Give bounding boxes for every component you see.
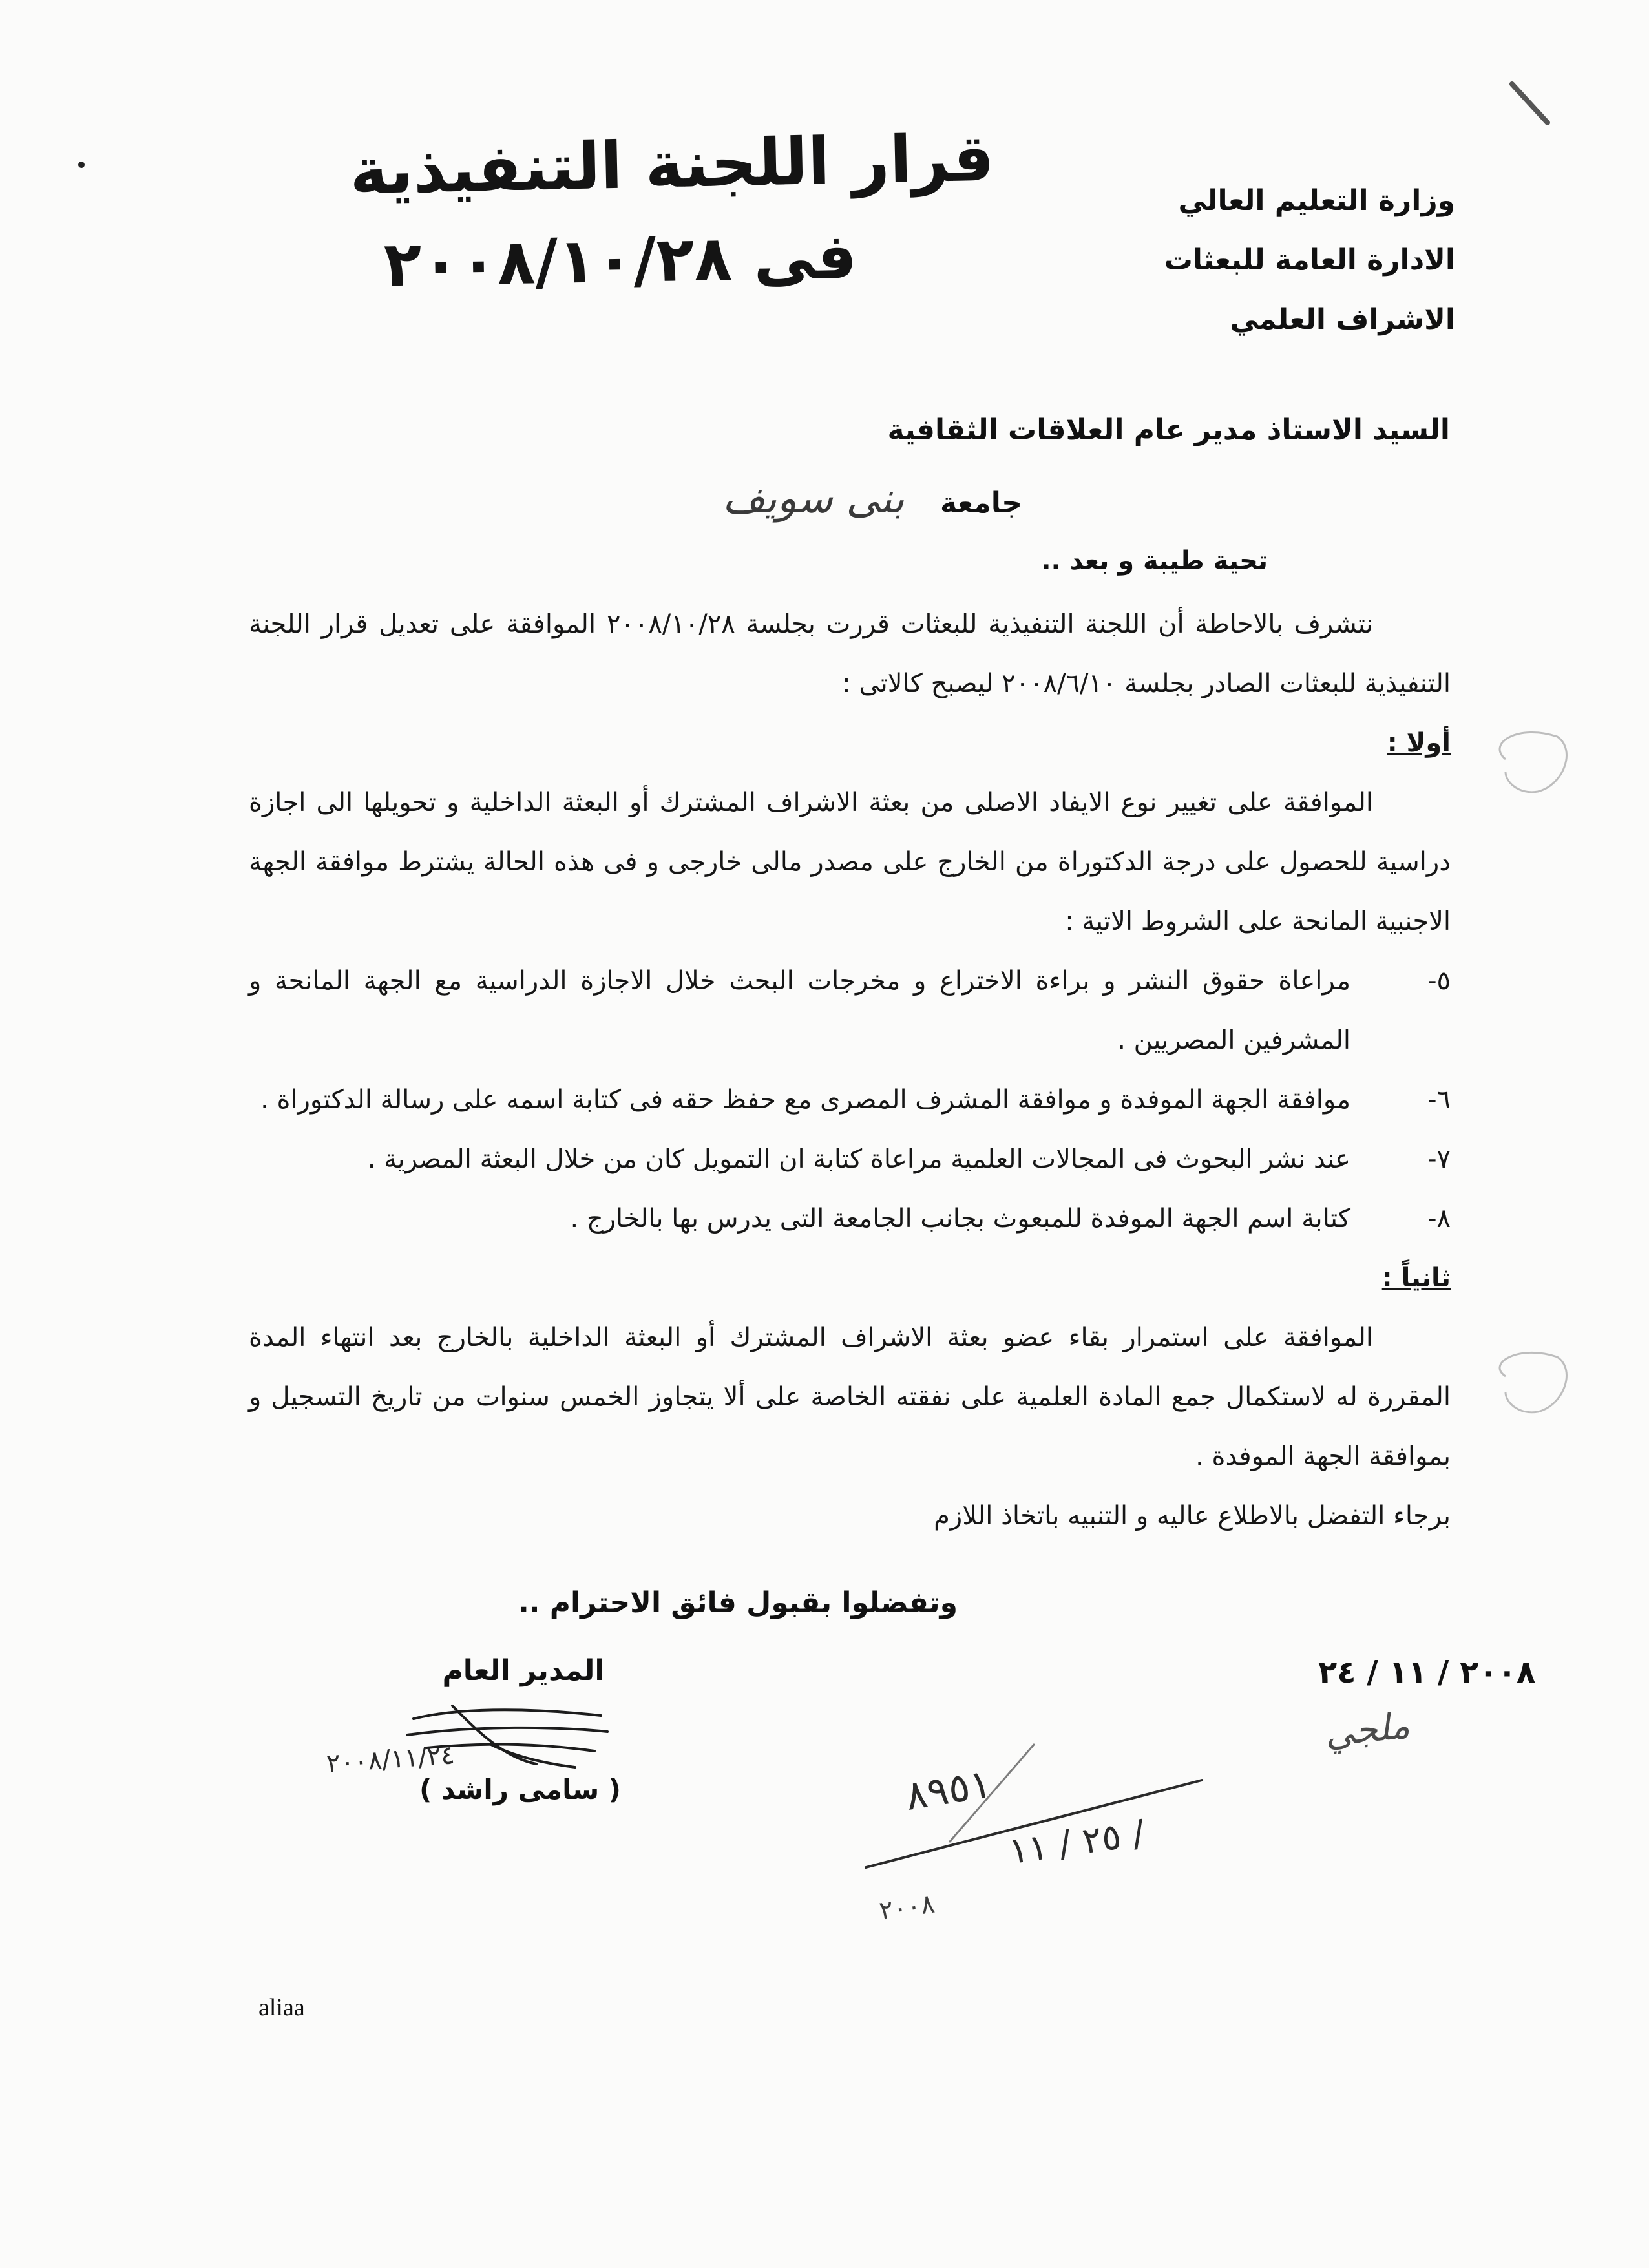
typist-initials: aliaa (258, 1994, 305, 2021)
first-paragraph: الموافقة على تغيير نوع الايفاد الاصلى من بعثة الاشراف المشترك أو البعثة الداخلية و تحويلها الى اجازة دراسية للحصول على درجة الدكتوراة من الخارج على مصدر مالى خارجى و فى هذه الحالة يشترط موافقة الجهة الاجنبية المانحة على الشروط الاتية : (249, 788, 1451, 936)
ink-dot-icon (78, 162, 85, 168)
condition-item (249, 1070, 1451, 1129)
second-paragraph: الموافقة على استمرار بقاء عضو بعثة الاشراف المشترك أو البعثة الداخلية بالخارج بعد انتهاء المدة المقررة له لاستكمال جمع المادة العلمية على نفقته الخاصة على ألا يتجاوز الخمس سنوات من تاريخ التسجيل و بموافقة الجهة الموفدة . (249, 1323, 1451, 1471)
staple-mark-icon (1512, 84, 1548, 123)
condition-item (249, 951, 1451, 1070)
second-heading: ثانياً : (1381, 1263, 1451, 1293)
signature-date: ٢٠٠٨/١١/٢٤ (325, 1740, 456, 1779)
registration-year: ٢٠٠٨ (877, 1889, 937, 1927)
condition-text: كتابة اسم الجهة الموفدة للمبعوث بجانب الجامعة التى يدرس بها بالخارج . (570, 1204, 1350, 1234)
university-name-handwritten: بنى سويف (722, 475, 905, 523)
handwritten-initial: ملجي (1323, 1704, 1412, 1756)
condition-number: ٥- (1427, 966, 1451, 996)
university-line (660, 475, 1022, 523)
signatory-name: ( سامى راشد ) (419, 1774, 621, 1805)
intro-paragraph: نتشرف بالاحاطة أن اللجنة التنفيذية للبعثات قررت بجلسة ٢٠٠٨/١٠/٢٨ الموافقة على تعديل قرار اللجنة التنفيذية للبعثات الصادر بجلسة ٢٠٠٨/٦/١٠ ليصبح كالاتى : (249, 609, 1451, 698)
document-date: ٢٠٠٨ / ١١ / ٢٤ (1318, 1654, 1536, 1690)
closing-line: وتفضلوا بقبول فائق الاحترام .. (518, 1586, 958, 1619)
section-line: الاشراف العلمي (1230, 303, 1455, 336)
first-heading: أولا : (1387, 728, 1451, 758)
condition-item (249, 1189, 1451, 1248)
condition-text: مراعاة حقوق النشر و براءة الاختراع و مخرجات البحث خلال الاجازة الدراسية مع الجهة المانحة و المشرفين المصريين . (249, 966, 1350, 1055)
request-line: برجاء التفضل بالاطلاع عاليه و التنبيه باتخاذ اللازم (934, 1501, 1451, 1531)
condition-number: ٧- (1427, 1144, 1451, 1174)
letter-body (249, 594, 1451, 1546)
signatory-title: المدير العام (442, 1654, 605, 1687)
ministry-header (1055, 171, 1455, 350)
hole-punch-icon (1500, 732, 1566, 1412)
department-line: الادارة العامة للبعثات (1164, 244, 1455, 277)
condition-number: ٦- (1427, 1085, 1451, 1115)
addressee: السيد الاستاذ مدير عام العلاقات الثقافية (887, 414, 1450, 446)
condition-item (249, 1129, 1451, 1189)
condition-text: عند نشر البحوث فى المجالات العلمية مراعاة كتابة ان التمويل كان من خلال البعثة المصرية . (367, 1144, 1350, 1174)
condition-number: ٨- (1427, 1204, 1451, 1234)
registration-number: ٨٩٥١ (902, 1759, 995, 1820)
condition-text: موافقة الجهة الموفدة و موافقة المشرف المصرى مع حفظ حقه فى كتابة اسمه على رسالة الدكتوراة . (260, 1085, 1350, 1115)
greeting: تحية طيبة و بعد .. (1041, 546, 1268, 576)
ministry-line: وزارة التعليم العالي (1178, 184, 1455, 217)
registration-date: ٢٥ / ١١ / (1006, 1812, 1148, 1873)
handwritten-title: قرار اللجنة التنفيذية (349, 120, 995, 209)
handwritten-decision-date: فى ٢٠٠٨/١٠/٢٨ (383, 220, 858, 301)
university-prefix: جامعة (940, 487, 1022, 520)
